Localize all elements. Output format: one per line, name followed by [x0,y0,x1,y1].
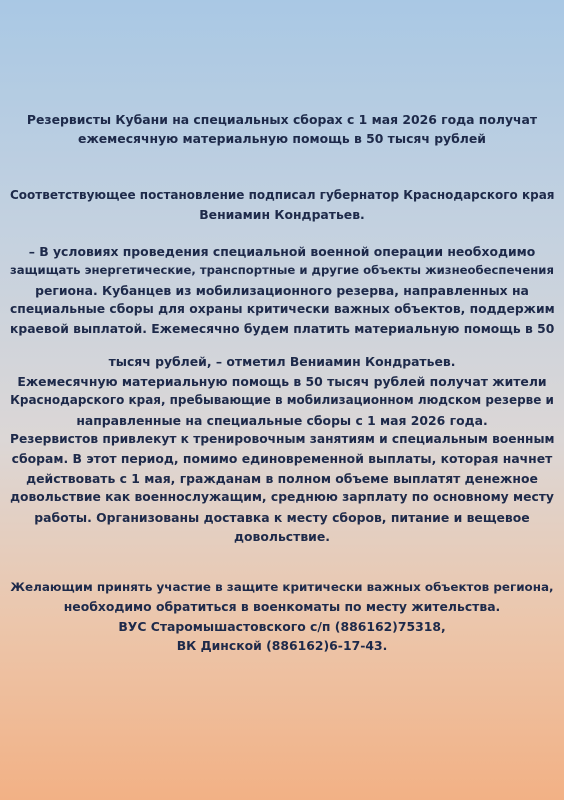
text-line: Желающим принять участие в защите критически важных объектов региона, [10,580,554,594]
document-title [10,110,554,149]
text-line: сборам. В этот период, помимо единовременной выплаты, которая начнет [11,451,553,467]
paragraph-eligibility [10,372,554,430]
title-line: Резервисты Кубани на специальных сборах с 1 мая 2026 года получат [26,112,538,127]
title-line: ежемесячную материальную помощь в 50 тысяч рублей [78,131,486,147]
text-line: специальные сборы для охраны критически важных объектов, поддержим [10,302,555,317]
text-line: довольствие. [234,529,330,545]
text-line: Вениамин Кондратьев. [199,207,365,223]
text-line: Краснодарского края, пребывающие в мобилизационном людском резерве и [10,393,554,408]
text-line: региона. Кубанцев из мобилизационного резерва, направленных на [35,282,529,298]
text-line: – В условиях проведения специальной военной операции необходимо [28,244,536,259]
paragraph-quote-attribution [10,352,554,371]
text-line: довольствие как военнослужащим, среднюю зарплату по основному месту [10,490,554,505]
text-line: защищать энергетические, транспортные и другие объекты жизнеобеспечения [10,263,554,278]
text-line: Соответствующее постановление подписал губернатор Краснодарского края [10,188,555,202]
contact-vk: ВК Динской (886162)6-17-43. [176,638,388,654]
text-line: работы. Организованы доставка к месту сборов, питание и вещевое [34,509,530,525]
text-line: необходимо обратиться в военкоматы по месту жительства. [63,599,501,615]
text-line: Резервистов привлекут к тренировочным занятиям и специальным военным [10,432,555,446]
paragraph-quote [10,242,554,339]
paragraph-announcement [10,186,554,225]
text-line: тысяч рублей, – отметил Вениамин Кондратьев. [108,354,456,369]
paragraph-training [10,430,554,546]
text-line: краевой выплатой. Ежемесячно будем платить материальную помощь в 50 [10,321,555,336]
text-line: Ежемесячную материальную помощь в 50 тысяч рублей получат жители [17,374,547,389]
contact-vus: ВУС Старомышастовского с/п (886162)75318, [118,618,446,634]
text-line: действовать с 1 мая, гражданам в полном объеме выплатят денежное [26,470,538,486]
paragraph-contacts [10,578,554,656]
text-line: направленные на специальные сборы с 1 мая 2026 года. [76,412,488,428]
